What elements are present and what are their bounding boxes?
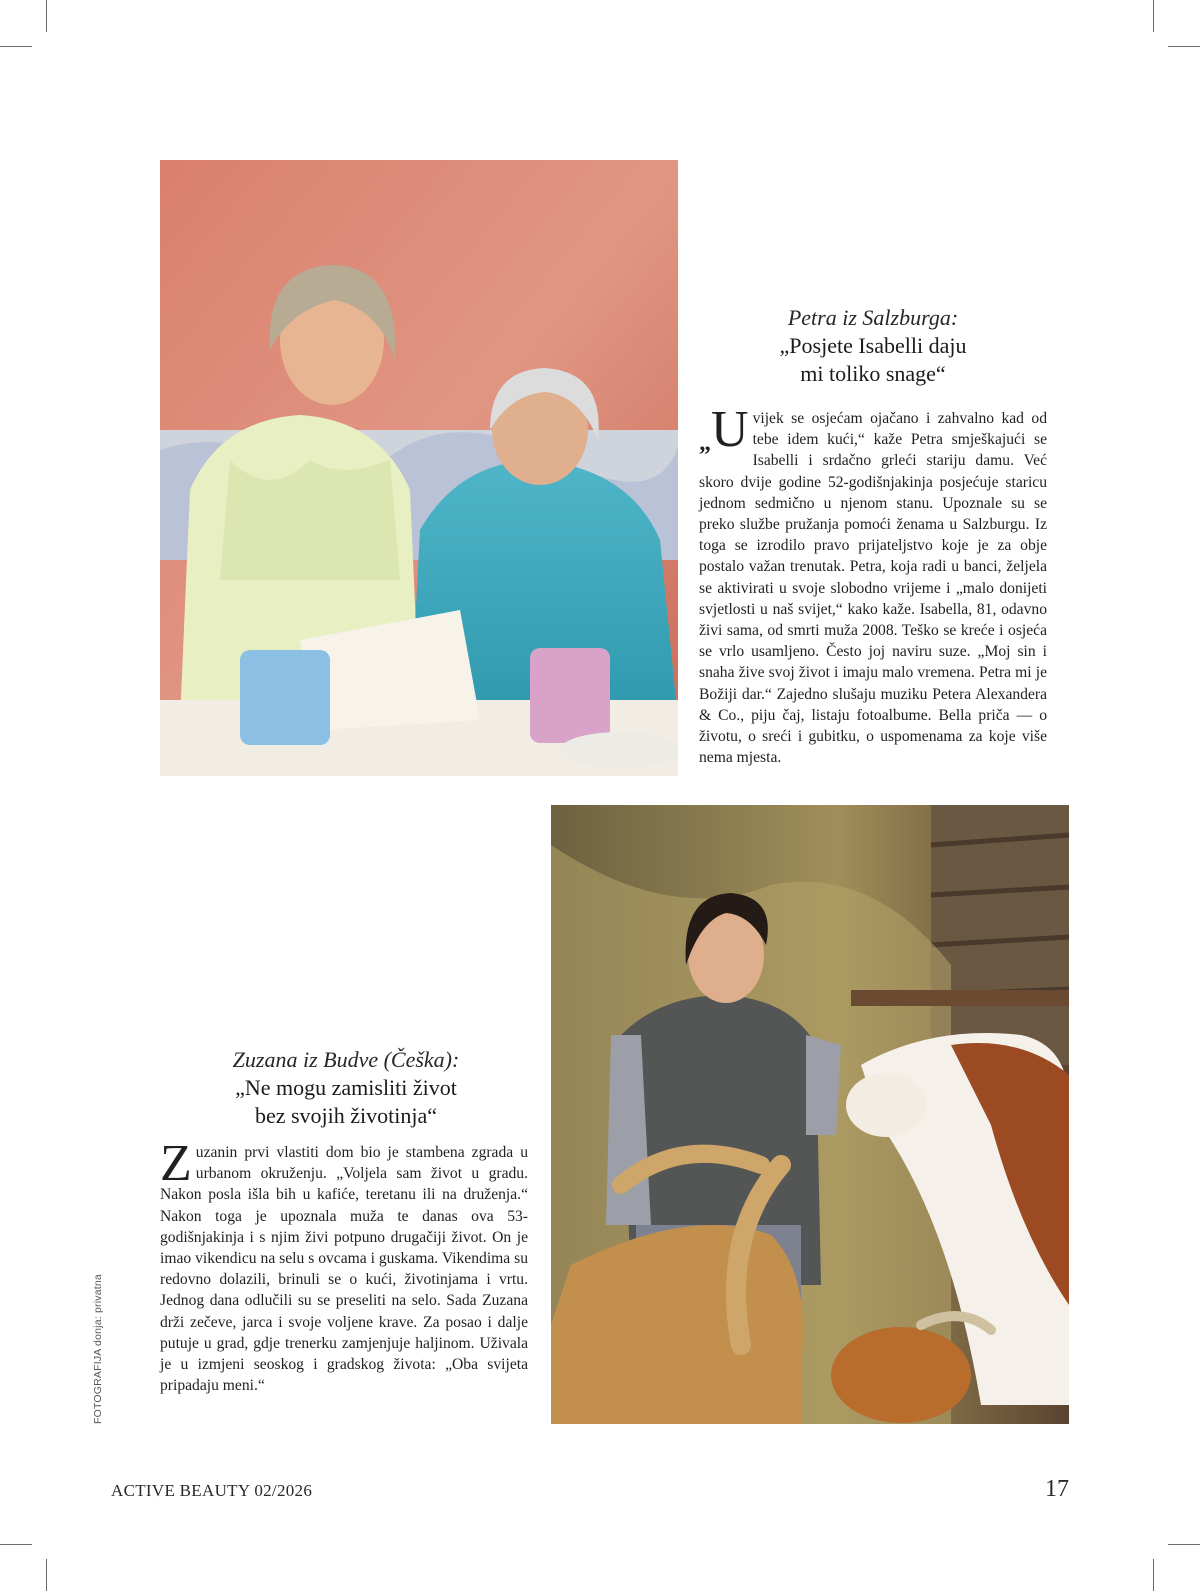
page-number: 17: [1045, 1476, 1069, 1502]
article-body-petra: [699, 401, 1047, 768]
article-body-zuzana: [160, 1135, 528, 1396]
drop-cap: Z: [160, 1135, 192, 1192]
photo-zuzana-animals: [551, 805, 1069, 1424]
article-text: vijek se osjećam ojačano i zahvalno kad od tebe idem kući,“ kaže Petra smješkajući se Isabelli i srdačno grleći stariju damu. Već skoro dvije godine 52-godišnjakinja posjećuje staricu jednom sedmično u njenom stanu. Upoznale su se preko službe pružanja pomoći ženama u Salzburgu. Iz toga se izrodilo pravo prijateljstvo koje je za obje postalo važan trenutak. Petra, koja radi u banci, željela se aktivirati u svoje slobodno vrijeme i „malo donijeti svjetlosti u naš svijet,“ kako kaže. Isabella, 81, odavno živi sama, od smrti muža 2008. Teško se kreće i osjeća se vrlo usamljeno. Često joj naviru suze. „Moj sin i snaha žive svoj život i imaju malo vremena. Petra mi je Božiji dar.“ Zajedno slušaju muziku Petera Alexandera & Co., piju čaj, listaju fotoalbume. Bella priča — o životu, o sreći i gubitku, o uspomenama za koje više nema mjesta.: [699, 410, 1047, 767]
drop-cap: „U: [699, 401, 749, 458]
headline-quote-line2: mi toliko snage“: [800, 361, 946, 386]
crop-mark: [0, 46, 32, 47]
headline-zuzana: [162, 1046, 530, 1130]
headline-kicker: Petra iz Salzburga:: [787, 305, 959, 330]
crop-mark: [1168, 46, 1200, 47]
headline-kicker: Zuzana iz Budve (Češka):: [232, 1047, 460, 1072]
crop-mark: [0, 1544, 32, 1545]
article-text: uzanin prvi vlastiti dom bio je stambena zgrada u urbanom okruženju. „Voljela sam život u gradu. Nakon posla išla bih u kafiće, teretanu ili na druženja.“ Nakon toga je upoznala muža te danas ova 53-godišnjakinja i s njim živi potpuno drugačiji život. On je imao vikendicu na selu s ovcama i guskama. Vikendima su redovno dolazili, brinuli se o kući, životinjama i vrtu. Jednog dana odlučili su se preseliti na selo. Sada Zuzana drži zečeve, jarca i svoje voljene krave. Za posao i dalje putuje u grad, gdje trenerku zamjenjuje haljinom. Uživala je u izmjeni seoskog i gradskog života: „Oba svijeta pripadaju meni.“: [160, 1144, 528, 1395]
headline-quote-line1: „Ne mogu zamisliti život: [235, 1075, 457, 1100]
crop-mark: [46, 1559, 47, 1591]
crop-mark: [1153, 0, 1154, 32]
photo-credit: FOTOGRAFIJA donja: privatna: [92, 1274, 104, 1424]
crop-mark: [1153, 1559, 1154, 1591]
magazine-footer: ACTIVE BEAUTY 02/2026: [111, 1481, 313, 1500]
crop-mark: [1168, 1544, 1200, 1545]
crop-mark: [46, 0, 47, 32]
photo-petra-isabella: [160, 160, 678, 776]
headline-quote-line2: bez svojih životinja“: [254, 1103, 438, 1128]
headline-petra: [700, 304, 1046, 388]
headline-quote-line1: „Posjete Isabelli daju: [779, 333, 967, 358]
